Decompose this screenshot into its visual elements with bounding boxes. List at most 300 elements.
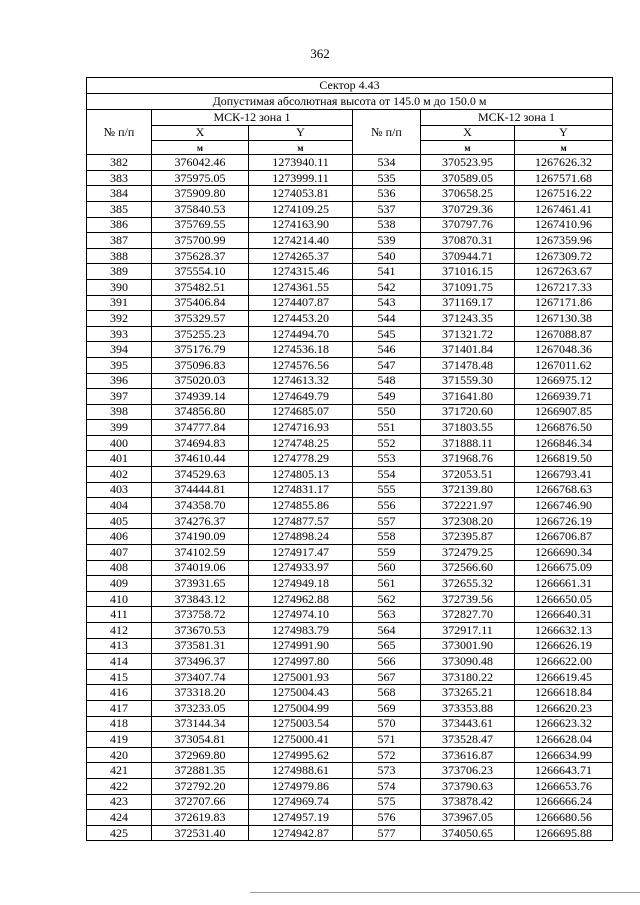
num-header-right: № п/п <box>353 110 421 155</box>
x-coordinate-right: 371243.35 <box>421 311 515 327</box>
x-coordinate-right: 371968.76 <box>421 451 515 467</box>
x-coordinate-left: 373843.12 <box>152 591 249 607</box>
table-row <box>87 732 613 748</box>
y-coordinate-right: 1266680.56 <box>515 810 613 826</box>
x-coordinate-right: 372827.70 <box>421 607 515 623</box>
x-coordinate-right: 371559.30 <box>421 373 515 389</box>
point-number-right: 571 <box>353 732 421 748</box>
table-row <box>87 763 613 779</box>
table-row <box>87 201 613 217</box>
y-coordinate-left: 1274407.87 <box>249 295 353 311</box>
x-header-right: X <box>421 125 515 141</box>
point-number-right: 543 <box>353 295 421 311</box>
y-coordinate-right: 1267461.41 <box>515 201 613 217</box>
point-number-right: 564 <box>353 623 421 639</box>
x-coordinate-left: 375554.10 <box>152 264 249 280</box>
table-row <box>87 311 613 327</box>
y-coordinate-left: 1274361.55 <box>249 279 353 295</box>
table-row <box>87 264 613 280</box>
table-row <box>87 810 613 826</box>
point-number-right: 557 <box>353 513 421 529</box>
y-coordinate-right: 1266634.99 <box>515 747 613 763</box>
x-coordinate-right: 371016.15 <box>421 264 515 280</box>
y-coordinate-left: 1274942.87 <box>249 825 353 841</box>
x-coordinate-right: 373180.22 <box>421 669 515 685</box>
point-number-right: 572 <box>353 747 421 763</box>
y-coordinate-left: 1274315.46 <box>249 264 353 280</box>
x-coordinate-left: 374856.80 <box>152 404 249 420</box>
y-coordinate-right: 1267410.96 <box>515 217 613 233</box>
x-coordinate-right: 371720.60 <box>421 404 515 420</box>
y-coordinate-right: 1267309.72 <box>515 248 613 264</box>
y-coordinate-right: 1266640.31 <box>515 607 613 623</box>
x-coordinate-left: 375020.03 <box>152 373 249 389</box>
y-coordinate-left: 1274855.86 <box>249 498 353 514</box>
point-number-right: 568 <box>353 685 421 701</box>
x-coordinate-right: 372139.80 <box>421 482 515 498</box>
point-number-left: 408 <box>87 560 152 576</box>
num-header-left: № п/п <box>87 110 152 155</box>
y-coordinate-left: 1275000.41 <box>249 732 353 748</box>
y-coordinate-left: 1274778.29 <box>249 451 353 467</box>
x-coordinate-right: 372053.51 <box>421 467 515 483</box>
x-coordinate-right: 373265.21 <box>421 685 515 701</box>
y-coordinate-left: 1274214.40 <box>249 233 353 249</box>
y-coordinate-right: 1266618.84 <box>515 685 613 701</box>
crs-header-left: МСК-12 зона 1 <box>152 110 353 126</box>
x-coordinate-left: 374939.14 <box>152 389 249 405</box>
y-coordinate-left: 1274877.57 <box>249 513 353 529</box>
point-number-right: 554 <box>353 467 421 483</box>
point-number-right: 573 <box>353 763 421 779</box>
unit-y-left: м <box>249 141 353 155</box>
x-coordinate-right: 372395.87 <box>421 529 515 545</box>
table-row <box>87 435 613 451</box>
table-row <box>87 295 613 311</box>
point-number-right: 534 <box>353 155 421 171</box>
x-coordinate-left: 374777.84 <box>152 420 249 436</box>
y-coordinate-left: 1274898.24 <box>249 529 353 545</box>
table-row <box>87 357 613 373</box>
y-coordinate-right: 1266623.32 <box>515 716 613 732</box>
point-number-right: 561 <box>353 576 421 592</box>
x-coordinate-right: 372739.56 <box>421 591 515 607</box>
point-number-left: 385 <box>87 201 152 217</box>
point-number-left: 395 <box>87 357 152 373</box>
point-number-right: 558 <box>353 529 421 545</box>
table-row <box>87 498 613 514</box>
point-number-left: 424 <box>87 810 152 826</box>
point-number-right: 540 <box>353 248 421 264</box>
x-coordinate-right: 373090.48 <box>421 654 515 670</box>
x-coordinate-right: 372655.32 <box>421 576 515 592</box>
y-coordinate-left: 1274748.25 <box>249 435 353 451</box>
table-row <box>87 186 613 202</box>
table-body <box>87 155 613 841</box>
table-row <box>87 529 613 545</box>
table-row <box>87 825 613 841</box>
x-coordinate-left: 375482.51 <box>152 279 249 295</box>
table-row <box>87 373 613 389</box>
y-coordinate-right: 1266661.31 <box>515 576 613 592</box>
unit-x-left: м <box>152 141 249 155</box>
point-number-left: 392 <box>87 311 152 327</box>
x-coordinate-right: 372479.25 <box>421 545 515 561</box>
y-coordinate-left: 1275004.99 <box>249 700 353 716</box>
x-coordinate-left: 375406.84 <box>152 295 249 311</box>
point-number-left: 404 <box>87 498 152 514</box>
x-coordinate-right: 373528.47 <box>421 732 515 748</box>
x-coordinate-left: 375329.57 <box>152 311 249 327</box>
table-row <box>87 778 613 794</box>
point-number-left: 423 <box>87 794 152 810</box>
table-row <box>87 794 613 810</box>
point-number-left: 415 <box>87 669 152 685</box>
point-number-left: 409 <box>87 576 152 592</box>
table-row <box>87 685 613 701</box>
y-header-right: Y <box>515 125 613 141</box>
x-coordinate-left: 373758.72 <box>152 607 249 623</box>
point-number-right: 576 <box>353 810 421 826</box>
x-coordinate-right: 373443.61 <box>421 716 515 732</box>
point-number-left: 421 <box>87 763 152 779</box>
y-coordinate-left: 1274536.18 <box>249 342 353 358</box>
x-coordinate-right: 373790.63 <box>421 778 515 794</box>
y-header-left: Y <box>249 125 353 141</box>
y-coordinate-left: 1274494.70 <box>249 326 353 342</box>
table-row <box>87 576 613 592</box>
x-coordinate-left: 373670.53 <box>152 623 249 639</box>
table-row <box>87 545 613 561</box>
x-coordinate-right: 371091.75 <box>421 279 515 295</box>
point-number-right: 542 <box>353 279 421 295</box>
point-number-left: 386 <box>87 217 152 233</box>
x-coordinate-right: 373878.42 <box>421 794 515 810</box>
point-number-left: 403 <box>87 482 152 498</box>
table-row <box>87 389 613 405</box>
point-number-right: 566 <box>353 654 421 670</box>
y-coordinate-right: 1266907.85 <box>515 404 613 420</box>
table-row <box>87 420 613 436</box>
x-coordinate-right: 373001.90 <box>421 638 515 654</box>
y-coordinate-right: 1266975.12 <box>515 373 613 389</box>
y-coordinate-right: 1266939.71 <box>515 389 613 405</box>
point-number-right: 565 <box>353 638 421 654</box>
scan-edge-line <box>250 892 640 893</box>
x-coordinate-left: 373581.31 <box>152 638 249 654</box>
table-row <box>87 467 613 483</box>
x-coordinate-right: 370797.76 <box>421 217 515 233</box>
y-coordinate-left: 1274576.56 <box>249 357 353 373</box>
point-number-right: 544 <box>353 311 421 327</box>
y-coordinate-left: 1274831.17 <box>249 482 353 498</box>
x-coordinate-left: 374019.06 <box>152 560 249 576</box>
x-coordinate-left: 375176.79 <box>152 342 249 358</box>
y-coordinate-left: 1274991.90 <box>249 638 353 654</box>
x-coordinate-left: 374444.81 <box>152 482 249 498</box>
y-coordinate-right: 1266690.34 <box>515 545 613 561</box>
y-coordinate-left: 1274995.62 <box>249 747 353 763</box>
y-coordinate-left: 1275003.54 <box>249 716 353 732</box>
x-coordinate-left: 375909.80 <box>152 186 249 202</box>
point-number-left: 413 <box>87 638 152 654</box>
x-coordinate-left: 374694.83 <box>152 435 249 451</box>
x-coordinate-right: 370658.25 <box>421 186 515 202</box>
point-number-left: 407 <box>87 545 152 561</box>
y-coordinate-right: 1267516.22 <box>515 186 613 202</box>
y-coordinate-right: 1266768.63 <box>515 482 613 498</box>
x-coordinate-right: 371888.11 <box>421 435 515 451</box>
x-coordinate-right: 374050.65 <box>421 825 515 841</box>
x-coordinate-right: 372308.20 <box>421 513 515 529</box>
y-coordinate-left: 1274962.88 <box>249 591 353 607</box>
y-coordinate-left: 1274969.74 <box>249 794 353 810</box>
y-coordinate-right: 1267571.68 <box>515 170 613 186</box>
y-coordinate-left: 1274265.37 <box>249 248 353 264</box>
y-coordinate-right: 1266846.34 <box>515 435 613 451</box>
point-number-left: 390 <box>87 279 152 295</box>
x-coordinate-right: 371641.80 <box>421 389 515 405</box>
table-row <box>87 700 613 716</box>
table-row <box>87 638 613 654</box>
y-coordinate-right: 1266643.71 <box>515 763 613 779</box>
table-row <box>87 170 613 186</box>
y-coordinate-right: 1266819.50 <box>515 451 613 467</box>
point-number-left: 401 <box>87 451 152 467</box>
x-coordinate-left: 373318.20 <box>152 685 249 701</box>
y-coordinate-right: 1267011.62 <box>515 357 613 373</box>
table-row <box>87 513 613 529</box>
y-coordinate-right: 1266695.88 <box>515 825 613 841</box>
point-number-right: 551 <box>353 420 421 436</box>
x-coordinate-right: 371401.84 <box>421 342 515 358</box>
x-coordinate-right: 372566.60 <box>421 560 515 576</box>
x-coordinate-right: 372221.97 <box>421 498 515 514</box>
y-coordinate-right: 1267263.67 <box>515 264 613 280</box>
point-number-left: 393 <box>87 326 152 342</box>
point-number-left: 397 <box>87 389 152 405</box>
point-number-left: 396 <box>87 373 152 389</box>
point-number-right: 539 <box>353 233 421 249</box>
point-number-right: 562 <box>353 591 421 607</box>
x-coordinate-right: 373967.05 <box>421 810 515 826</box>
x-coordinate-left: 373931.65 <box>152 576 249 592</box>
y-coordinate-right: 1266650.05 <box>515 591 613 607</box>
y-coordinate-left: 1275004.43 <box>249 685 353 701</box>
x-coordinate-left: 373144.34 <box>152 716 249 732</box>
table-row <box>87 654 613 670</box>
page-number: 362 <box>310 46 330 61</box>
table-row <box>87 217 613 233</box>
y-coordinate-left: 1274053.81 <box>249 186 353 202</box>
y-coordinate-right: 1267048.36 <box>515 342 613 358</box>
point-number-right: 536 <box>353 186 421 202</box>
y-coordinate-left: 1274453.20 <box>249 311 353 327</box>
x-coordinate-left: 372619.83 <box>152 810 249 826</box>
point-number-right: 535 <box>353 170 421 186</box>
y-coordinate-right: 1267130.38 <box>515 311 613 327</box>
x-coordinate-right: 373706.23 <box>421 763 515 779</box>
y-coordinate-left: 1275001.93 <box>249 669 353 685</box>
point-number-left: 382 <box>87 155 152 171</box>
allowed-height-caption: Допустимая абсолютная высота от 145.0 м до 150.0 м <box>87 94 613 110</box>
y-coordinate-left: 1274109.25 <box>249 201 353 217</box>
x-coordinate-left: 374276.37 <box>152 513 249 529</box>
table-row <box>87 404 613 420</box>
x-coordinate-left: 375700.99 <box>152 233 249 249</box>
x-coordinate-right: 371478.48 <box>421 357 515 373</box>
y-coordinate-right: 1266666.24 <box>515 794 613 810</box>
point-number-right: 547 <box>353 357 421 373</box>
table-row <box>87 248 613 264</box>
table-row <box>87 560 613 576</box>
point-number-left: 394 <box>87 342 152 358</box>
point-number-right: 538 <box>353 217 421 233</box>
x-coordinate-right: 371803.55 <box>421 420 515 436</box>
y-coordinate-left: 1273999.11 <box>249 170 353 186</box>
crs-header-right: МСК-12 зона 1 <box>421 110 613 126</box>
y-coordinate-right: 1266626.19 <box>515 638 613 654</box>
point-number-right: 560 <box>353 560 421 576</box>
point-number-right: 546 <box>353 342 421 358</box>
point-number-left: 419 <box>87 732 152 748</box>
x-coordinate-left: 375840.53 <box>152 201 249 217</box>
table-row <box>87 233 613 249</box>
y-coordinate-left: 1274974.10 <box>249 607 353 623</box>
unit-x-right: м <box>421 141 515 155</box>
x-coordinate-left: 373407.74 <box>152 669 249 685</box>
x-header-left: X <box>152 125 249 141</box>
x-coordinate-left: 375255.23 <box>152 326 249 342</box>
y-coordinate-right: 1267626.32 <box>515 155 613 171</box>
x-coordinate-left: 375628.37 <box>152 248 249 264</box>
x-coordinate-right: 371169.17 <box>421 295 515 311</box>
point-number-left: 416 <box>87 685 152 701</box>
x-coordinate-left: 375975.05 <box>152 170 249 186</box>
y-coordinate-right: 1267217.33 <box>515 279 613 295</box>
x-coordinate-left: 372707.66 <box>152 794 249 810</box>
x-coordinate-left: 374529.63 <box>152 467 249 483</box>
x-coordinate-left: 372969.80 <box>152 747 249 763</box>
y-coordinate-right: 1266726.19 <box>515 513 613 529</box>
y-coordinate-left: 1274949.18 <box>249 576 353 592</box>
point-number-left: 391 <box>87 295 152 311</box>
y-coordinate-right: 1266876.50 <box>515 420 613 436</box>
y-coordinate-left: 1274917.47 <box>249 545 353 561</box>
x-coordinate-left: 373496.37 <box>152 654 249 670</box>
x-coordinate-left: 374358.70 <box>152 498 249 514</box>
x-coordinate-right: 370523.95 <box>421 155 515 171</box>
point-number-left: 418 <box>87 716 152 732</box>
x-coordinate-left: 375096.83 <box>152 357 249 373</box>
table-row <box>87 669 613 685</box>
y-coordinate-right: 1267088.87 <box>515 326 613 342</box>
point-number-right: 545 <box>353 326 421 342</box>
x-coordinate-left: 374102.59 <box>152 545 249 561</box>
x-coordinate-right: 370729.36 <box>421 201 515 217</box>
x-coordinate-left: 372531.40 <box>152 825 249 841</box>
point-number-left: 425 <box>87 825 152 841</box>
y-coordinate-left: 1273940.11 <box>249 155 353 171</box>
point-number-left: 399 <box>87 420 152 436</box>
point-number-left: 384 <box>87 186 152 202</box>
point-number-left: 389 <box>87 264 152 280</box>
point-number-left: 400 <box>87 435 152 451</box>
point-number-right: 570 <box>353 716 421 732</box>
point-number-right: 552 <box>353 435 421 451</box>
point-number-left: 388 <box>87 248 152 264</box>
point-number-right: 569 <box>353 700 421 716</box>
sector-title: Сектор 4.43 <box>87 78 613 94</box>
point-number-left: 402 <box>87 467 152 483</box>
point-number-right: 548 <box>353 373 421 389</box>
point-number-right: 574 <box>353 778 421 794</box>
point-number-left: 412 <box>87 623 152 639</box>
x-coordinate-right: 373616.87 <box>421 747 515 763</box>
table-row <box>87 716 613 732</box>
table-row <box>87 623 613 639</box>
y-coordinate-left: 1274716.93 <box>249 420 353 436</box>
table-row <box>87 607 613 623</box>
point-number-right: 541 <box>353 264 421 280</box>
point-number-left: 406 <box>87 529 152 545</box>
table-row <box>87 155 613 171</box>
point-number-right: 537 <box>353 201 421 217</box>
x-coordinate-right: 372917.11 <box>421 623 515 639</box>
y-coordinate-right: 1266620.23 <box>515 700 613 716</box>
y-coordinate-left: 1274163.90 <box>249 217 353 233</box>
point-number-right: 555 <box>353 482 421 498</box>
y-coordinate-right: 1266706.87 <box>515 529 613 545</box>
x-coordinate-left: 372881.35 <box>152 763 249 779</box>
y-coordinate-right: 1266675.09 <box>515 560 613 576</box>
coordinates-table <box>86 77 613 841</box>
y-coordinate-left: 1274933.97 <box>249 560 353 576</box>
point-number-right: 575 <box>353 794 421 810</box>
table-row <box>87 482 613 498</box>
table-row <box>87 326 613 342</box>
x-coordinate-left: 374190.09 <box>152 529 249 545</box>
point-number-right: 556 <box>353 498 421 514</box>
x-coordinate-right: 370944.71 <box>421 248 515 264</box>
y-coordinate-left: 1274613.32 <box>249 373 353 389</box>
x-coordinate-left: 375769.55 <box>152 217 249 233</box>
y-coordinate-right: 1266746.90 <box>515 498 613 514</box>
point-number-right: 563 <box>353 607 421 623</box>
point-number-right: 577 <box>353 825 421 841</box>
table-row <box>87 747 613 763</box>
x-coordinate-left: 372792.20 <box>152 778 249 794</box>
point-number-right: 567 <box>353 669 421 685</box>
table-row <box>87 451 613 467</box>
y-coordinate-left: 1274983.79 <box>249 623 353 639</box>
table-row <box>87 342 613 358</box>
y-coordinate-left: 1274685.07 <box>249 404 353 420</box>
y-coordinate-right: 1266793.41 <box>515 467 613 483</box>
y-coordinate-left: 1274805.13 <box>249 467 353 483</box>
y-coordinate-right: 1267359.96 <box>515 233 613 249</box>
y-coordinate-right: 1266619.45 <box>515 669 613 685</box>
point-number-left: 383 <box>87 170 152 186</box>
y-coordinate-right: 1266628.04 <box>515 732 613 748</box>
y-coordinate-left: 1274649.79 <box>249 389 353 405</box>
x-coordinate-right: 370589.05 <box>421 170 515 186</box>
point-number-left: 405 <box>87 513 152 529</box>
y-coordinate-right: 1266632.13 <box>515 623 613 639</box>
table-row <box>87 279 613 295</box>
y-coordinate-right: 1266622.00 <box>515 654 613 670</box>
x-coordinate-left: 376042.46 <box>152 155 249 171</box>
